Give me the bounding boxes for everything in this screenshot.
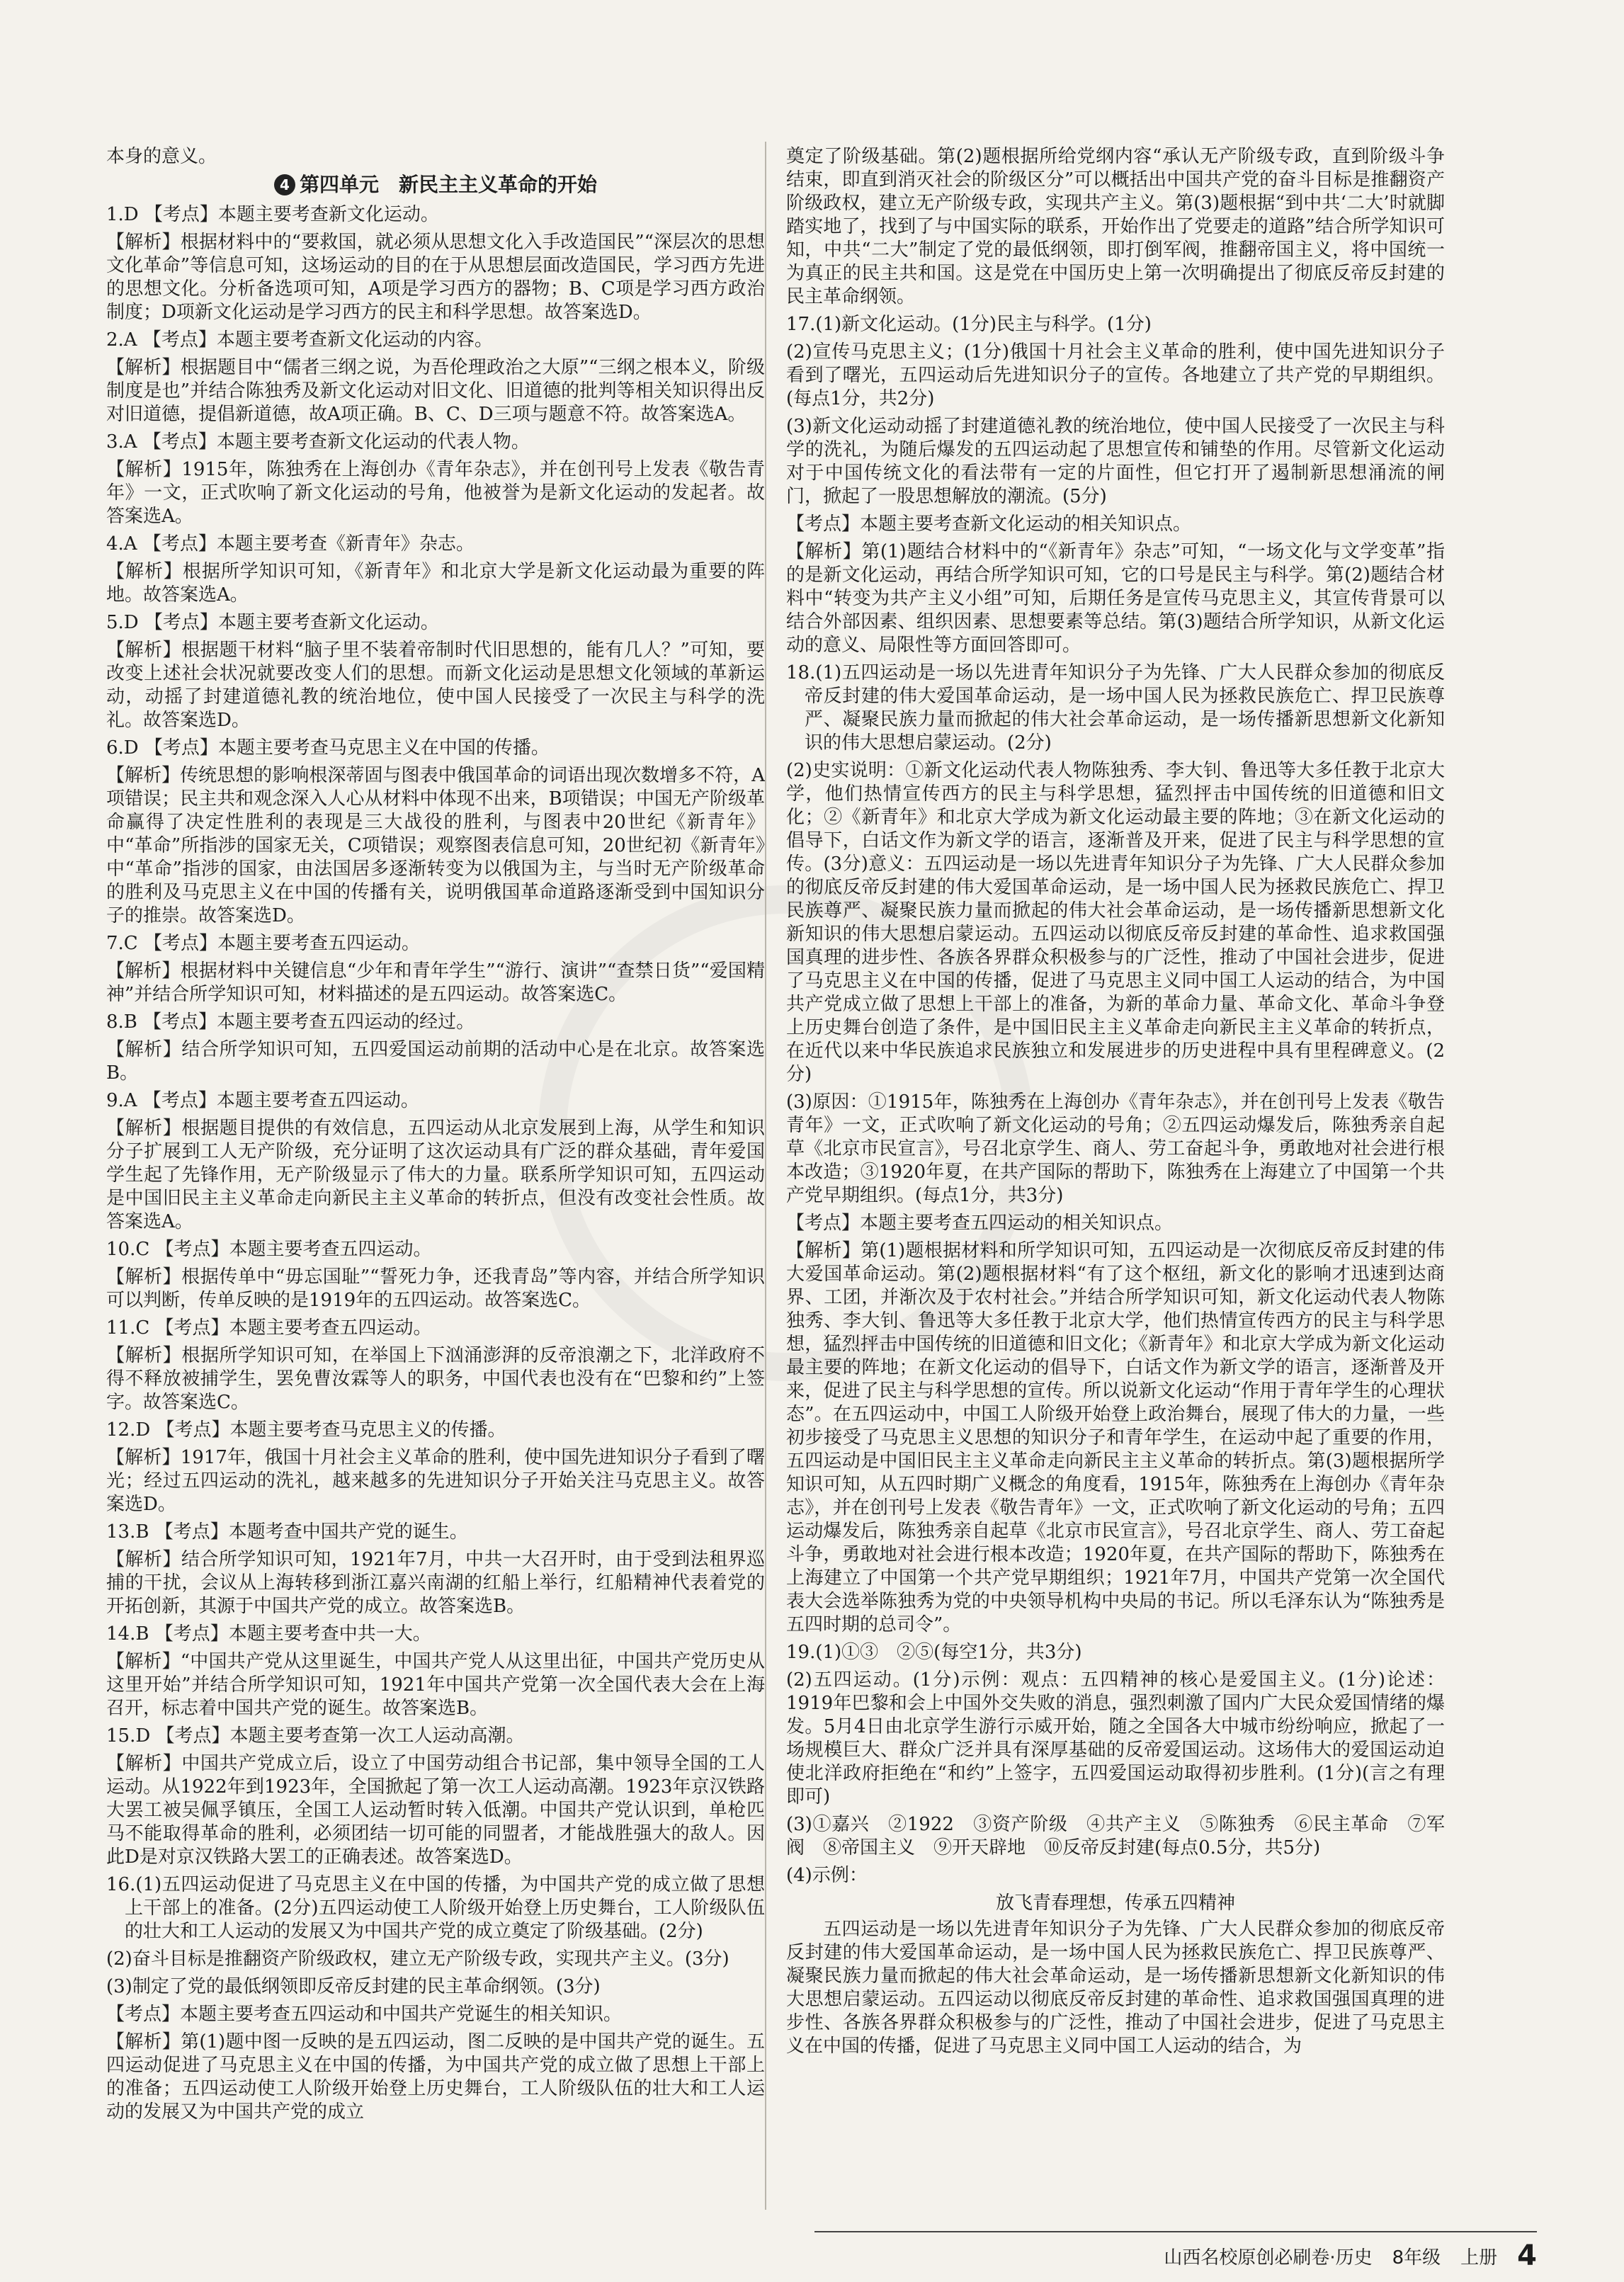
paragraph: 【解析】第(1)题根据材料和所学知识可知，五四运动是一次彻底反帝反封建的伟大爱国革命运动。第(2)题根据材料“有了这个枢纽，新文化的影响才迅速到达商界、工团，并渐次及于农村社会。”并结合所学知识可知，新文化运动代表人物陈独秀、李大钊、鲁迅等大多任教于北京大学，他们热情宣传西方的民主与科学思想，猛烈抨击中国传统的旧道德和旧文化；《新青年》和北京大学成为新文化运动最主要的阵地；在新文化运动的倡导下，白话文作为新文学的语言，逐渐普及开来，促进了民主与科学思想的宣传。所以说新文化运动“作用于青年学生的心理状态”。在五四运动中，中国工人阶级开始登上政治舞台，展现了伟大的力量，一些初步接受了马克思主义思想的知识分子和青年学生，在运动中起了重要的作用，五四运动是中国旧民主主义革命走向新民主主义革命的转折点。第(3)题根据所学知识可知，从五四时期广义概念的角度看，1915年，陈独秀在上海创办《青年杂志》，并在创刊号上发表《敬告青年》一文，正式吹响了新文化运动的号角；五四运动爆发后，陈独秀亲自起草《北京市民宣言》，号召北京学生、商人、劳工奋起斗争，勇敢地对社会进行根本改造；1920年夏，在共产国际的帮助下，陈独秀在上海建立了中国第一个共产党早期组织；1921年7月，中国共产党第一次全国代表大会选举陈独秀为党的中央领导机构中央局的书记。所以毛泽东认为“陈独秀是五四时期的总司令”。: [786, 1240, 1445, 1635]
paragraph: 【解析】根据材料中关键信息“少年和青年学生”“游行、演讲”“查禁日货”“爱国精神”并结合所学知识可知，材料描述的是五四运动。故答案选C。: [106, 960, 765, 1005]
paragraph: 【解析】第(1)题结合材料中的“《新青年》杂志”可知，“一场文化与文学变革”指的是新文化运动，再结合所学知识可知，它的口号是民主与科学。第(2)题结合材料中“转变为共产主义小组”可知，后期任务是宣传马克思主义，其宣传背景可以结合外部因素、组织因素、思想要素等总结。第(3)题结合所学知识，从新文化运动的意义、局限性等方面回答即可。: [786, 541, 1445, 656]
footer-grade: 8年级: [1392, 2247, 1441, 2269]
paragraph: 【解析】中国共产党成立后，设立了中国劳动组合书记部，集中领导全国的工人运动。从1922年到1923年，全国掀起了第一次工人运动高潮。1923年京汉铁路大罢工被吴佩孚镇压，全国工人运动暂时转入低潮。中国共产党认识到，单枪匹马不能取得革命的胜利，必须团结一切可能的同盟者，才能战胜强大的敌人。因此D是对京汉铁路大罢工的正确表述。故答案选D。: [106, 1753, 765, 1868]
paragraph: 【考点】本题主要考查五四运动和中国共产党诞生的相关知识。: [106, 2004, 623, 2025]
answer-item: 18.(1)五四运动是一场以先进青年知识分子为先锋、广大人民群众参加的彻底反帝反封建的伟大爱国革命运动，是一场中国人民为拯救民族危亡、捍卫民族尊严、凝聚民族力量而掀起的伟大社会革命运动，是一场传播新思想新文化新知识的伟大思想启蒙运动。(2分): [786, 662, 1445, 754]
paragraph: 【解析】第(1)题中图一反映的是五四运动，图二反映的是中国共产党的诞生。五四运动促进了马克思主义在中国的传播，为中国共产党的成立做了思想上干部上的准备；五四运动使工人阶级开始登上历史舞台，工人阶级队伍的壮大和工人运动的发展又为中国共产党的成立: [106, 2031, 765, 2123]
paragraph: 【考点】本题主要考查五四运动的相关知识点。: [786, 1213, 1174, 1234]
answer-item: 1.D 【考点】本题主要考查新文化运动。: [106, 204, 439, 225]
unit-title: 第四单元 新民主主义革命的开始: [299, 173, 597, 196]
answer-item: 6.D 【考点】本题主要考查马克思主义在中国的传播。: [106, 737, 550, 759]
paragraph: 五四运动是一场以先进青年知识分子为先锋、广大人民群众参加的彻底反帝反封建的伟大爱国革命运动，是一场中国人民为拯救民族危亡、捍卫民族尊严、凝聚民族力量而掀起的伟大社会革命运动，是一场传播新思想新文化新知识的伟大思想启蒙运动。五四运动以彻底反帝反封建的革命性、追求救国强国真理的进步性、各族各界群众积极参与的广泛性，推动了中国社会进步，促进了马克思主义在中国的传播，促进了马克思主义同中国工人运动的结合，为: [786, 1919, 1445, 2057]
paragraph: 【解析】1917年，俄国十月社会主义革命的胜利，使中国先进知识分子看到了曙光；经过五四运动的洗礼，越来越多的先进知识分子开始关注马克思主义。故答案选D。: [106, 1447, 765, 1515]
answer-item: 7.C 【考点】本题主要考查五四运动。: [106, 933, 420, 954]
paragraph: 【解析】根据所学知识可知，在举国上下汹涌澎湃的反帝浪潮之下，北洋政府不得不释放被捕学生，罢免曹汝霖等人的职务，中国代表也没有在“巴黎和约”上签字。故答案选C。: [106, 1345, 765, 1413]
answer-item: 10.C 【考点】本题主要考查五四运动。: [106, 1239, 432, 1260]
paragraph: (3)①嘉兴 ②1922 ③资产阶级 ④共产主义 ⑤陈独秀 ⑥民主革命 ⑦军阀 ⑧帝国主义 ⑨开天辟地 ⑩反帝反封建(每点0.5分，共5分): [786, 1814, 1445, 1858]
paragraph: 【解析】根据题目中“儒者三纲之说，为吾伦理政治之大原”“三纲之根本义，阶级制度是也”并结合陈独秀及新文化运动对旧文化、旧道德的批判等相关知识得出反对旧道德，提倡新道德，故A项正确。B、C、D三项与题意不符。故答案选A。: [106, 357, 765, 425]
paragraph: 【解析】根据题干材料“脑子里不装着帝制时代旧思想的，能有几人？”可知，要改变上述社会状况就要改变人们的思想。而新文化运动是思想文化领域的革新运动，动摇了封建道德礼教的统治地位，使中国人民接受了一次民主与科学的洗礼。故答案选D。: [106, 640, 765, 731]
answer-item: 12.D 【考点】本题主要考查马克思主义的传播。: [106, 1419, 506, 1441]
paragraph: 【解析】根据题目提供的有效信息，五四运动从北京发展到上海，从学生和知识分子扩展到工人无产阶级，充分证明了这次运动具有广泛的群众基础，青年爱国学生起了先锋作用，无产阶级显示了伟大的力量。联系所学知识可知，五四运动是中国旧民主主义革命走向新民主主义革命的转折点，但没有改变社会性质。故答案选A。: [106, 1118, 765, 1232]
paragraph: 【考点】本题主要考查新文化运动的相关知识点。: [786, 513, 1192, 535]
answer-item: 14.B 【考点】本题主要考查中共一大。: [106, 1623, 431, 1645]
paragraph: 【解析】结合所学知识可知，五四爱国运动前期的活动中心是在北京。故答案选B。: [106, 1039, 765, 1084]
paragraph: (3)原因：①1915年，陈独秀在上海创办《青年杂志》，并在创刊号上发表《敬告青年》一文，正式吹响了新文化运动的号角；②五四运动爆发后，陈独秀亲自起草《北京市民宣言》，号召北京学生、商人、劳工奋起斗争，勇敢地对社会进行根本改造；③1920年夏，在共产国际的帮助下，陈独秀在上海建立了中国第一个共产党早期组织。(每点1分，共3分): [786, 1091, 1445, 1206]
answer-item: 9.A 【考点】本题主要考查五四运动。: [106, 1090, 419, 1111]
essay-title: 放飞青春理想，传承五四精神: [995, 1892, 1235, 1914]
paragraph: (2)宣传马克思主义；(1分)俄国十月社会主义革命的胜利，使中国先进知识分子看到了曙光，五四运动后先进知识分子的宣传。各地建立了共产党的早期组织。(每点1分，共2分): [786, 341, 1445, 409]
paragraph: 【解析】1915年，陈独秀在上海创办《青年杂志》，并在创刊号上发表《敬告青年》一文，正式吹响了新文化运动的号角，他被誉为是新文化运动的发起者。故答案选A。: [106, 459, 765, 527]
column-divider: [765, 142, 766, 2210]
answer-item: 13.B 【考点】本题考查中国共产党的诞生。: [106, 1521, 468, 1543]
answer-item: 15.D 【考点】本题主要考查第一次工人运动高潮。: [106, 1725, 525, 1747]
answer-item: 17.(1)新文化运动。(1分)民主与科学。(1分): [786, 314, 1152, 335]
paragraph: 【解析】根据传单中“毋忘国耻”“誓死力争，还我青岛”等内容，并结合所学知识可以判断，传单反映的是1919年的五四运动。故答案选C。: [106, 1266, 765, 1311]
answer-item: 4.A 【考点】本题主要考查《新青年》杂志。: [106, 533, 475, 555]
paragraph: (2)史实说明：①新文化运动代表人物陈独秀、李大钊、鲁迅等大多任教于北京大学，他们热情宣传西方的民主与科学思想，猛烈抨击中国传统的旧道德和旧文化；②《新青年》和北京大学成为新文化运动最主要的阵地；③在新文化运动的倡导下，白话文作为新文学的语言，逐渐普及开来，促进了民主与科学思想的宣传。(3分)意义：五四运动是一场以先进青年知识分子为先锋、广大人民群众参加的彻底反帝反封建的伟大爱国革命运动，是一场中国人民为拯救民族危亡、捍卫民族尊严、凝聚民族力量而掀起的伟大社会革命运动，是一场传播新思想新文化新知识的伟大思想启蒙运动。五四运动以彻底反帝反封建的革命性、追求救国强国真理的进步性、各族各界群众积极参与的广泛性，推动了中国社会进步，促进了马克思主义在中国的传播，促进了马克思主义同中国工人运动的结合，为中国共产党成立做了思想上干部上的准备，为新的革命力量、革命文化、革命斗争登上历史舞台创造了条件，是中国旧民主主义革命走向新民主主义革命的转折点，在近代以来中华民族追求民族独立和发展进步的历史进程中具有里程碑意义。(2分): [786, 760, 1445, 1085]
answer-item: 5.D 【考点】本题主要考查新文化运动。: [106, 612, 439, 633]
right-column: [786, 145, 1445, 2199]
paragraph: 【解析】根据材料中的“要救国，就必须从思想文化入手改造国民”“深层次的思想文化革命”等信息可知，这场运动的目的在于从思想层面改造国民，学习西方先进的思想文化。分析备选项可知，A项是学习西方的器物；B、C项是学习西方政治制度；D项新文化运动是学习西方的民主和科学思想。故答案选D。: [106, 232, 765, 323]
footer-volume: 上册: [1460, 2247, 1498, 2269]
page-footer: [814, 2231, 1537, 2272]
paragraph: (4)示例：: [786, 1865, 868, 1886]
paragraph: (2)五四运动。(1分)示例：观点：五四精神的核心是爱国主义。(1分)论述：1919年巴黎和会上中国外交失败的消息，强烈刺激了国内广大民众爱国情绪的爆发。5月4日由北京学生游行示威开始，随之全国各大中城市纷纷响应，掀起了一场规模巨大、群众广泛并具有深厚基础的反帝爱国运动。这场伟大的爱国运动迫使北洋政府拒绝在“和约”上签字，五四爱国运动取得初步胜利。(1分)(言之有理即可): [786, 1669, 1445, 1807]
paragraph: (3)制定了党的最低纲领即反帝反封建的民主革命纲领。(3分): [106, 1976, 601, 1997]
paragraph: 奠定了阶级基础。第(2)题根据所给党纲内容“承认无产阶级专政，直到阶级斗争结束，即直到消灭社会的阶级区分”可以概括出中国共产党的奋斗目标是推翻资产阶级政权，建立无产阶级专政，实现共产主义。第(3)题根据“到中共‘二大’时就脚踏实地了，找到了与中国实际的联系，开始作出了党要走的道路”结合所学知识可知，中共“二大”制定了党的最低纲领，即打倒军阀，推翻帝国主义，将中国统一为真正的民主共和国。这是党在中国历史上第一次明确提出了彻底反帝反封建的民主革命纲领。: [786, 146, 1445, 307]
paragraph: (2)奋斗目标是推翻资产阶级政权，建立无产阶级专政，实现共产主义。(3分): [106, 1948, 729, 1970]
left-column: [106, 145, 765, 2199]
paragraph: 本身的意义。: [106, 146, 217, 167]
footer-book-title: 山西名校原创必刷卷·历史: [1164, 2247, 1373, 2269]
answer-item: 8.B 【考点】本题主要考查五四运动的经过。: [106, 1011, 475, 1033]
unit-heading: [106, 173, 765, 196]
paragraph: 【解析】根据所学知识可知，《新青年》和北京大学是新文化运动最为重要的阵地。故答案选A。: [106, 561, 765, 606]
page-number: 4: [1517, 2240, 1537, 2272]
answer-item: 19.(1)①③ ②⑤(每空1分，共3分): [786, 1642, 1082, 1663]
unit-number-badge: 4: [274, 174, 295, 195]
answer-item: 3.A 【考点】本题主要考查新文化运动的代表人物。: [106, 431, 530, 453]
paragraph: 【解析】传统思想的影响根深蒂固与图表中俄国革命的词语出现次数增多不符，A项错误；民主共和观念深入人心从材料中体现不出来，B项错误；中国无产阶级革命赢得了决定性胜利的表现是三大战役的胜利，与图表中20世纪《新青年》中“革命”所指涉的国家无关，C项错误；观察图表信息可知，20世纪初《新青年》中“革命”指涉的国家，由法国居多逐渐转变为以俄国为主，与当时无产阶级革命的胜利及马克思主义在中国的传播有关，说明俄国革命道路逐渐受到中国知识分子的推崇。故答案选D。: [106, 765, 765, 926]
answer-item: 11.C 【考点】本题主要考查五四运动。: [106, 1317, 432, 1339]
answer-item: 16.(1)五四运动促进了马克思主义在中国的传播，为中国共产党的成立做了思想上干部上的准备。(2分)五四运动使工人阶级开始登上历史舞台，工人阶级队伍的壮大和工人运动的发展又为中国共产党的成立奠定了阶级基础。(2分): [106, 1874, 765, 1942]
answer-item: 2.A 【考点】本题主要考查新文化运动的内容。: [106, 329, 493, 351]
paragraph: 【解析】结合所学知识可知，1921年7月，中共一大召开时，由于受到法租界巡捕的干扰，会议从上海转移到浙江嘉兴南湖的红船上举行，红船精神代表着党的开拓创新，其源于中国共产党的成立。故答案选B。: [106, 1549, 765, 1617]
paragraph: (3)新文化运动动摇了封建道德礼教的统治地位，使中国人民接受了一次民主与科学的洗礼，为随后爆发的五四运动起了思想宣传和铺垫的作用。尽管新文化运动对于中国传统文化的看法带有一定的片面性，但它打开了遏制新思想涌流的闸门，掀起了一股思想解放的潮流。(5分): [786, 416, 1445, 507]
paragraph: 【解析】“中国共产党从这里诞生，中国共产党人从这里出征，中国共产党历史从这里开始”并结合所学知识可知，1921年中国共产党第一次全国代表大会在上海召开，标志着中国共产党的诞生。故答案选B。: [106, 1651, 765, 1719]
